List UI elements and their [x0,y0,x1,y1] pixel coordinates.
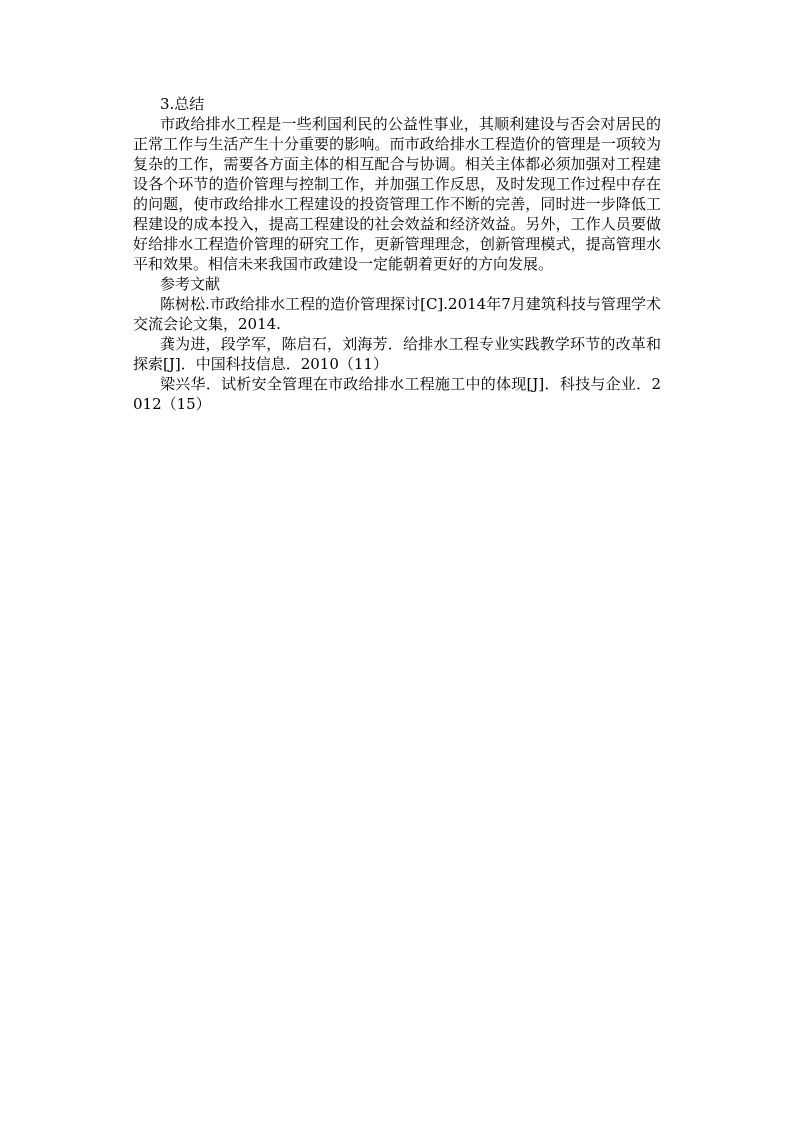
section-heading: 3.总结 [160,95,205,113]
references-title: 参考文献 [160,275,221,293]
document-page [133,94,661,414]
reference-item: 陈树松.市政给排水工程的造价管理探讨[C].2014年7月建筑科技与管理学术交流会论文集，2014. [133,295,661,333]
summary-paragraph: 市政给排水工程是一些利国利民的公益性事业，其顺利建设与否会对居民的正常工作与生活产生十分重要的影响。而市政给排水工程造价的管理是一项较为复杂的工作，需要各方面主体的相互配合与协调。相关主体都必须加强对工程建设各个环节的造价管理与控制工作，并加强工作反思，及时发现工作过程中存在的问题，使市政给排水工程建设的投资管理工作不断的完善，同时进一步降低工程建设的成本投入，提高工程建设的社会效益和经济效益。另外，工作人员要做好给排水工程造价管理的研究工作，更新管理理念，创新管理模式，提高管理水平和效果。相信未来我国市政建设一定能朝着更好的方向发展。 [133,115,661,273]
reference-item: 龚为进，段学军，陈启石，刘海芳．给排水工程专业实践教学环节的改革和探索[J]．中国科技信息．2010（11） [133,335,661,373]
reference-item: 梁兴华．试析安全管理在市政给排水工程施工中的体现[J]．科技与企业．2012（15） [133,375,661,413]
